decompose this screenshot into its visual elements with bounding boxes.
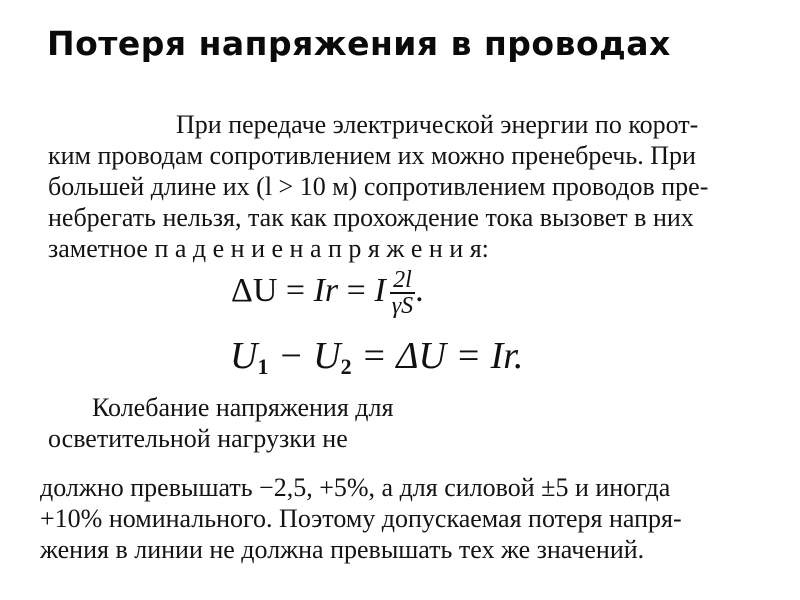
formula-current: I [374,271,386,309]
text-line: ким проводам сопротивлением их можно пренебречь. При [48,141,696,170]
text-line: большей длине их (l > 10 м) сопротивлением проводов пре- [48,172,709,201]
formula-equals: = [338,271,375,309]
formula-voltage-drop [231,268,424,318]
section-heading: Потеря напряжения в проводах [47,24,671,63]
text-line: Колебание напряжения для [92,393,394,422]
formula-u1: U [230,335,258,377]
text-line: жения в линии не должна превышать тех же значений. [40,535,645,564]
formula-equals: = [277,271,314,309]
text-line: +10% номинального. Поэтому допускаемая потеря напря- [40,504,682,533]
formula-minus: − [268,335,314,377]
text-line: небрегать нельзя, так как прохождение тока вызовет в них [48,203,694,232]
formula-ir: Ir [313,271,339,309]
formula-rest: = ΔU = Ir. [351,335,524,377]
formula-lhs: ΔU [231,271,278,309]
formula-subscript-2: 2 [340,354,352,379]
formula-potential-difference [230,334,523,380]
formula-u2: U [313,335,341,377]
text-line: осветительной нагрузки не [48,424,348,453]
text-line: При передаче электрической энергии по корот- [176,110,699,139]
formula-subscript-1: 1 [257,354,269,379]
fraction-denominator: γS [391,293,414,319]
formula-period: . [415,271,424,309]
fraction-numerator: 2l [390,268,415,294]
text-line: заметное п а д е н и е н а п р я ж е н и я: [48,234,489,263]
formula-fraction [390,268,415,318]
text-line: должно превышать −2,5, +5%, а для силовой ±5 и иногда [40,473,671,502]
